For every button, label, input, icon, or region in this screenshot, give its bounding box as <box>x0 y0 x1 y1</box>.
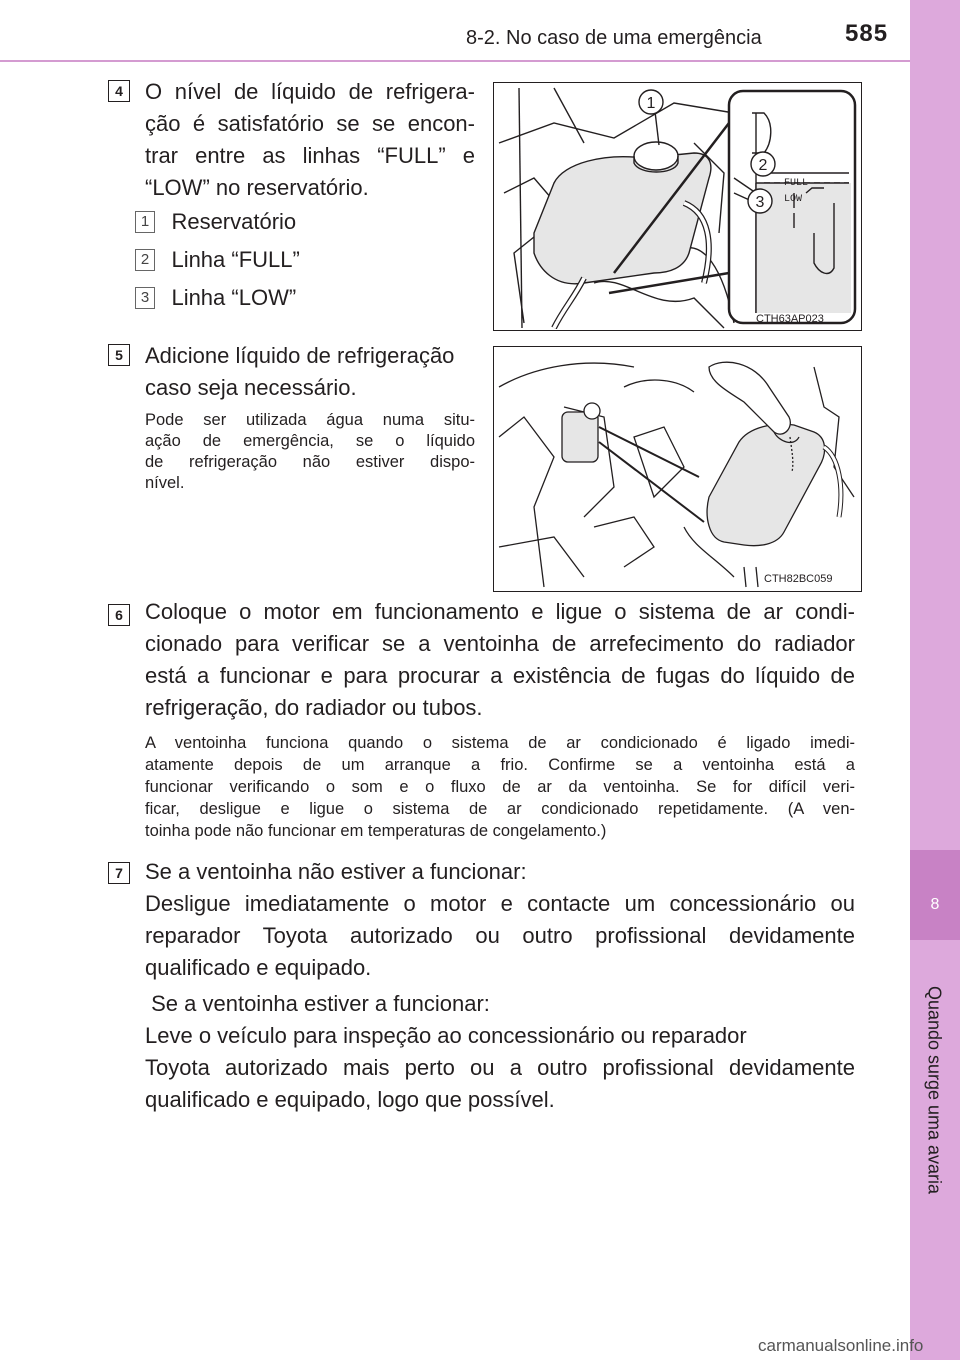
step7-line-4: qualificado e equipado. <box>145 955 372 980</box>
step7-line-5: Se a ventoinha estiver a funcionar: <box>145 991 490 1016</box>
step7-line-1: Se a ventoinha não estiver a funcionar: <box>145 859 527 884</box>
step6-note-line-2: atamente depois de um arranque a frio. Confirme se a ventoinha está a <box>145 756 855 774</box>
header-divider <box>0 60 910 62</box>
legend-number: 2 <box>135 249 155 271</box>
step7-line-6: Leve o veículo para inspeção ao concessionário ou reparador <box>145 1023 747 1048</box>
page-header <box>0 0 910 62</box>
step4-line-2: ção é satisfatório se se encon- <box>145 111 475 136</box>
full-mark-label: FULL <box>784 178 809 189</box>
step7-line-3: reparador Toyota autorizado ou outro profissional devidamente <box>145 923 855 948</box>
step7-line-8: qualificado e equipado, logo que possível. <box>145 1087 555 1112</box>
chapter-title: Quando surge uma avaria <box>924 985 945 1195</box>
chapter-number: 8 <box>930 896 940 913</box>
step4-line-3: trar entre as linhas “FULL” e <box>145 143 475 168</box>
svg-text:3: 3 <box>755 194 765 211</box>
callout-2 <box>751 152 775 176</box>
step-number-5: 5 <box>108 344 130 366</box>
svg-text:2: 2 <box>758 157 768 174</box>
chapter-side-tab <box>910 0 960 1360</box>
low-mark-label: LOW <box>784 194 803 205</box>
legend-number: 1 <box>135 211 155 233</box>
step6-line-1: Coloque o motor em funcionamento e ligue o sistema de ar condi- <box>145 599 855 624</box>
svg-text:1: 1 <box>646 95 656 112</box>
legend-item-full-line <box>135 247 300 273</box>
step4-line-1: O nível de líquido de refrigera- <box>145 79 475 104</box>
callout-3 <box>748 189 772 213</box>
step5-note-line-4: nível. <box>145 474 185 492</box>
step-number-4: 4 <box>108 80 130 102</box>
step5-note-line-3: de refrigeração não estiver dispo- <box>145 453 475 471</box>
figure-code: CTH82BC059 <box>764 573 833 585</box>
adding-coolant-figure <box>493 346 862 592</box>
coolant-reservoir-figure <box>493 82 862 331</box>
step6-note-line-4: ficar, desligue e ligue o sistema de ar condicionado repetidamente. (A ven- <box>145 800 855 818</box>
step6-line-4: refrigeração, do radiador ou tubos. <box>145 695 483 720</box>
step6-note-line-1: A ventoinha funciona quando o sistema de ar condicionado é ligado imedi- <box>145 734 855 752</box>
page-number: 585 <box>845 20 889 47</box>
chapter-number-box <box>910 850 960 940</box>
step5-line-2: caso seja necessário. <box>145 375 357 400</box>
step6-line-3: está a funcionar e para procurar a existência de fugas do líquido de <box>145 663 855 688</box>
legend-label: Linha “LOW” <box>171 285 297 310</box>
step6-note-line-3: funcionar verificando o som e o fluxo de ar da ventoinha. Se for difícil veri- <box>145 778 855 796</box>
engine-bay-illustration <box>494 83 860 329</box>
step6-line-2: cionado para verificar se a ventoinha de arrefecimento do radiador <box>145 631 855 656</box>
step-number-6: 6 <box>108 604 130 626</box>
step7-line-2: Desligue imediatamente o motor e contacte um concessionário ou <box>145 891 855 916</box>
section-title: 8-2. No caso de uma emergência <box>466 27 762 49</box>
legend-item-reservoir <box>135 209 296 235</box>
adding-coolant-illustration <box>494 347 860 590</box>
step-number-7: 7 <box>108 862 130 884</box>
watermark: carmanualsonline.info <box>758 1336 924 1355</box>
callout-1 <box>639 90 663 114</box>
step6-note-line-5: toinha pode não funcionar em temperaturas de congelamento.) <box>145 822 607 840</box>
legend-label: Reservatório <box>171 209 297 234</box>
step5-note-line-2: ação de emergência, se o líquido <box>145 432 475 450</box>
legend-label: Linha “FULL” <box>171 247 300 272</box>
figure-code: CTH63AP023 <box>756 313 824 325</box>
legend-number: 3 <box>135 287 155 309</box>
step5-note-line-1: Pode ser utilizada água numa situ- <box>145 411 475 429</box>
legend-item-low-line <box>135 285 296 311</box>
step5-line-1: Adicione líquido de refrigeração <box>145 343 455 368</box>
step4-line-4: “LOW” no reservatório. <box>145 175 369 200</box>
step7-line-7: Toyota autorizado mais perto ou a outro profissional devidamente <box>145 1055 855 1080</box>
